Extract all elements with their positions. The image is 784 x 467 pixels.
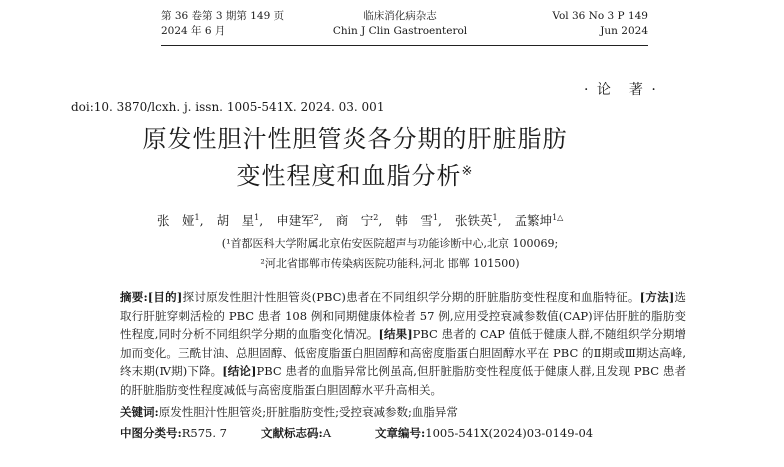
article-title-line1: 原发性胆汁性胆管炎各分期的肝脏脂肪 [142,125,568,153]
author: 申建军$^2$, [276,212,323,228]
journal-name-en: Chin J Clin Gastroenterol [332,25,468,37]
methods-text: 选取行肝脏穿刺活检的 PBC 患者 108 例和同期健康体检者 57 例,应用受控衰减参数值(CAP)评估肝脏的脂肪变性程度,同时分析不同组织学分期的血脂变化情况。 [120,290,687,342]
header-rule [161,45,648,46]
journal-header-right [538,9,648,39]
article-category: · 论 著 · [584,82,658,98]
journal-name-cn: 临床消化病杂志 [363,10,437,22]
results-tag: [结果] [378,327,413,342]
publication-date-en: Jun 2024 [600,25,648,37]
volume-issue-page-en: Vol 36 No 3 P 149 [552,10,648,22]
doi: doi:10. 3870/lcxh. j. issn. 1005-541X. 2024. 03. 001 [71,100,385,114]
results-text: PBC 患者的 CAP 值低于健康人群,不随组织学分期增加而变化。三酰甘油、总胆固醇、低密度脂蛋白胆固醇和高密度脂蛋白胆固醇水平在 PBC 的Ⅱ期或Ⅲ期达高峰,终末期(Ⅳ期)下降。 [120,327,686,379]
affiliation-2: ²河北省邯郸市传染病医院功能科,河北 邯郸 101500) [260,257,520,270]
keywords [120,404,458,420]
classification-row [120,425,593,441]
author: 张铁英$^1$, [454,212,502,228]
volume-issue-page: 第 36 卷第 3 期第 149 页 [161,10,285,22]
keywords-label: 关键词: [120,405,159,419]
abstract [120,288,686,400]
objective-text: 探讨原发性胆汁性胆管炎(PBC)患者在不同组织学分期的肝脏脂肪变性程度和血脂特征。 [182,290,640,304]
methods-tag: [方法] [639,290,675,304]
journal-header-left [161,9,284,39]
author-list [157,211,627,229]
article-number: 文章编号:1005-541X(2024)03-0149-04 [375,426,594,440]
author: 张 娅$^1$, [157,212,204,228]
author: 胡 星$^1$, [216,212,264,228]
journal-header-center [330,9,470,39]
keywords-value: 原发性胆汁性胆管炎;肝脏脂肪变性;受控衰减参数;血脂异常 [158,405,458,419]
conclusion-text: PBC 患者的血脂异常比例虽高,但肝脏脂肪变性程度低于健康人群,且发现 PBC 患者的肝脏脂肪变性程度减低与高密度脂蛋白胆固醇水平升高相关。 [120,364,686,397]
funding-mark: ※ [461,164,474,179]
abstract-label: 摘要: [120,290,148,304]
author: 孟繁坤$^{1\triangle}$ [514,212,564,228]
clc-number: 中图分类号:R575. 7 [120,426,227,440]
conclusion-tag: [结论] [222,364,257,379]
author: 商 宁$^2$, [335,212,383,228]
article-title-line2 [120,157,590,191]
objective-tag: [目的] [147,290,183,304]
affiliation-1: (¹首都医科大学附属北京佑安医院超声与功能诊断中心,北京 100069; [221,237,559,250]
document-code: 文献标志码:A [261,426,332,440]
publication-date: 2024 年 6 月 [161,25,226,37]
article-title-text: 变性程度和血脂分析 [236,162,462,190]
author: 韩 雪$^1$, [395,212,442,228]
